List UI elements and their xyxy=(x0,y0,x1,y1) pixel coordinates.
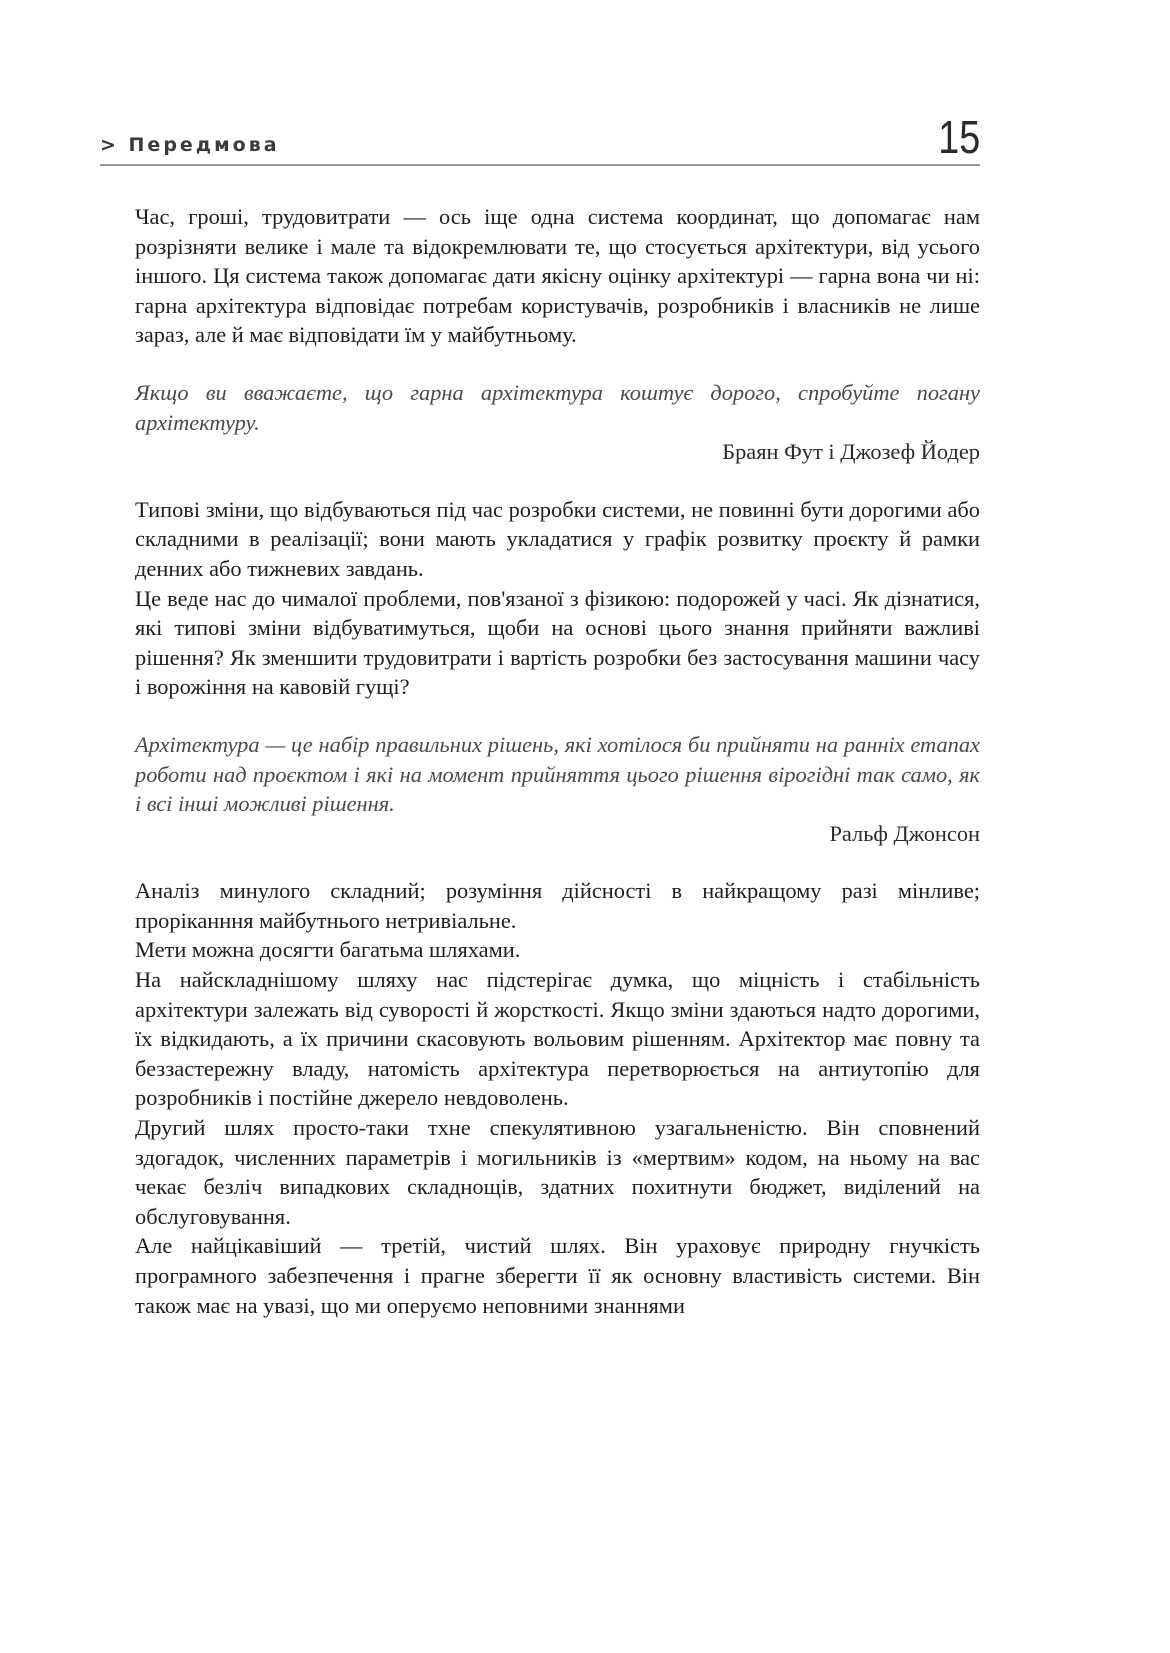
epigraph-quote: Якщо ви вважаєте, що гарна архітектура коштує дорого, спробуйте погану архітектуру. xyxy=(135,379,980,435)
paragraph: Мети можна досягти багатьма шляхами. xyxy=(135,937,521,963)
paragraph: Але найцікавіший — третій, чистий шлях. Він ураховує природну гнучкість програмного забезпечення і прагне зберегти її як основну властивість системи. Він також має на увазі, що ми оперуємо неповними знаннями xyxy=(135,1233,980,1318)
running-header xyxy=(100,112,980,166)
page-number: 15 xyxy=(938,111,980,163)
quote-attribution: Ральф Джонсон xyxy=(829,820,980,846)
paragraph: Це веде нас до чималої проблеми, пов'язаної з фізикою: подорожей у часі. Як дізнатися, які типові зміни відбуватимуться, щоби на основі цього знання прийняти важливі рішення? Як зменшити трудовитрати і вартість розробки без застосування машини часу і ворожіння на кавовій гущі? xyxy=(135,585,980,700)
paragraph: Другий шлях просто-таки тхне спекулятивною узагальненістю. Він сповнений здогадок, численних параметрів і могильників із «мертвим» кодом, на ньому на вас чекає безліч випадкових складнощів, здатних похитнути бюджет, виділений на обслуговування. xyxy=(135,1115,980,1229)
paragraph: На найскладнішому шляху нас підстерігає думка, що міцність і стабільність архітектури залежать від суворості й жорсткості. Якщо зміни здаються надто дорогими, їх відкидають, а їх причини скасовують вольовим рішенням. Архітектор має повну та беззастережну владу, натомість архітектура перетворюється на антиутопію для розробників і постійне джерело невдоволень. xyxy=(135,967,980,1111)
quote-attribution: Браян Фут і Джозеф Йодер xyxy=(722,439,980,465)
paragraph: Час, гроші, трудовитрати — ось іще одна система координат, що допомагає нам розрізняти велике і мале та відокремлювати те, що стосується архітектури, від усього іншого. Ця система також допомагає дати якісну оцінку архітектурі — гарна вона чи ні: гарна архітектура відповідає потребам користувачів, розробників і власників не лише зараз, але й має відповідати їм у майбутньому. xyxy=(135,204,980,348)
paragraph: Аналіз минулого складний; розуміння дійсності в найкращому разі мінливе; проріканння майбутнього нетривіальне. xyxy=(135,878,980,933)
epigraph-quote: Архітектура — це набір правильних рішень, які хотілося би прийняти на ранніх етапах роботи над проєктом і які на момент прийняття цього рішення вірогідні так само, як і всі інші можливі рішення. xyxy=(135,731,980,817)
section-title: > Передмова xyxy=(100,134,280,156)
page-body xyxy=(135,202,980,1320)
paragraph: Типові зміни, що відбуваються під час розробки системи, не повинні бути дорогими або складними в реалізації; вони мають укладатися у графік розвитку проєкту й рамки денних або тижневих завдань. xyxy=(135,496,980,581)
